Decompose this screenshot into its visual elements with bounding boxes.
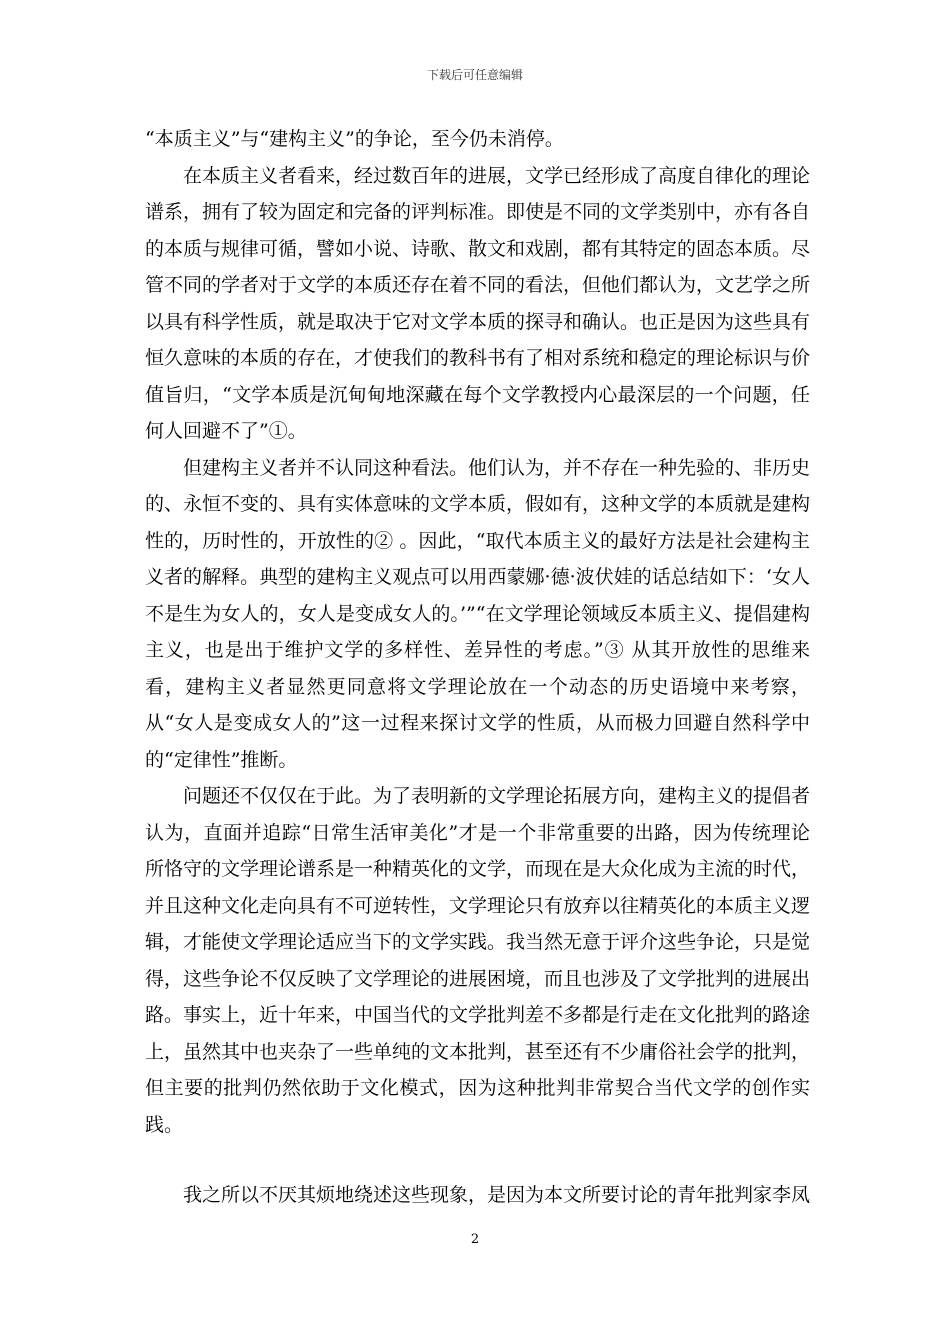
paragraph: 我之所以不厌其烦地绕述这些现象，是因为本文所要讨论的青年批判家李凤: [183, 1184, 811, 1206]
paragraph: “本质主义”与“建构主义”的争论，至今仍未消停。: [145, 128, 564, 150]
page-number: 2: [470, 1232, 480, 1247]
page-header: 下载后可任意编辑: [426, 68, 523, 82]
body-text: [145, 121, 810, 1214]
paragraph: 但建构主义者并不认同这种看法。他们认为，并不存在一种先验的、非历史的、永恒不变的、具有实体意味的文学本质，假如有，这种文学的本质就是建构性的，历时性的，开放性的② 。因此，“取代本质主义的最好方法是社会建构主义者的解释。典型的建构主义观点可以用西蒙娜·德·波伏娃的话总结如下：‘女人不是生为女人的，女人是变成女人的。’”“在文学理论领域反本质主义、提倡建构主义，也是出于维护文学的多样性、差异性的考虑。”③ 从其开放性的思维来看，建构主义者显然更同意将文学理论放在一个动态的历史语境中来考察，从“女人是变成女人的”这一过程来探讨文学的性质，从而极力回避自然科学中的“定律性”推断。: [145, 456, 811, 771]
paragraph: 在本质主义者看来，经过数百年的进展，文学已经形成了高度自律化的理论谱系，拥有了较为固定和完备的评判标准。即使是不同的文学类别中，亦有各自的本质与规律可循，譬如小说、诗歌、散文和戏剧，都有其特定的固态本质。尽管不同的学者对于文学的本质还存在着不同的看法，但他们都认为，文艺学之所以具有科学性质，就是取决于它对文学本质的探寻和确认。也正是因为这些具有恒久意味的本质的存在，才使我们的教科书有了相对系统和稳定的理论标识与价值旨归，“文学本质是沉甸甸地深藏在每个文学教授内心最深层的一个问题，任何人回避不了”①。: [145, 164, 811, 442]
paragraph: 问题还不仅仅在于此。为了表明新的文学理论拓展方向，建构主义的提倡者认为，直面并追踪“日常生活审美化”才是一个非常重要的出路，因为传统理论所恪守的文学理论谱系是一种精英化的文学，而现在是大众化成为主流的时代，并且这种文化走向具有不可逆转性，文学理论只有放弃以往精英化的本质主义逻辑，才能使文学理论适应当下的文学实践。我当然无意于评介这些争论，只是觉得，这些争论不仅反映了文学理论的进展困境，而且也涉及了文学批判的进展出路。事实上，近十年来，中国当代的文学批判差不多都是行走在文化批判的路途上，虽然其中也夹杂了一些单纯的文本批判，甚至还有不少庸俗社会学的批判，但主要的批判仍然依助于文化模式，因为这种批判非常契合当代文学的创作实践。: [145, 785, 811, 1136]
